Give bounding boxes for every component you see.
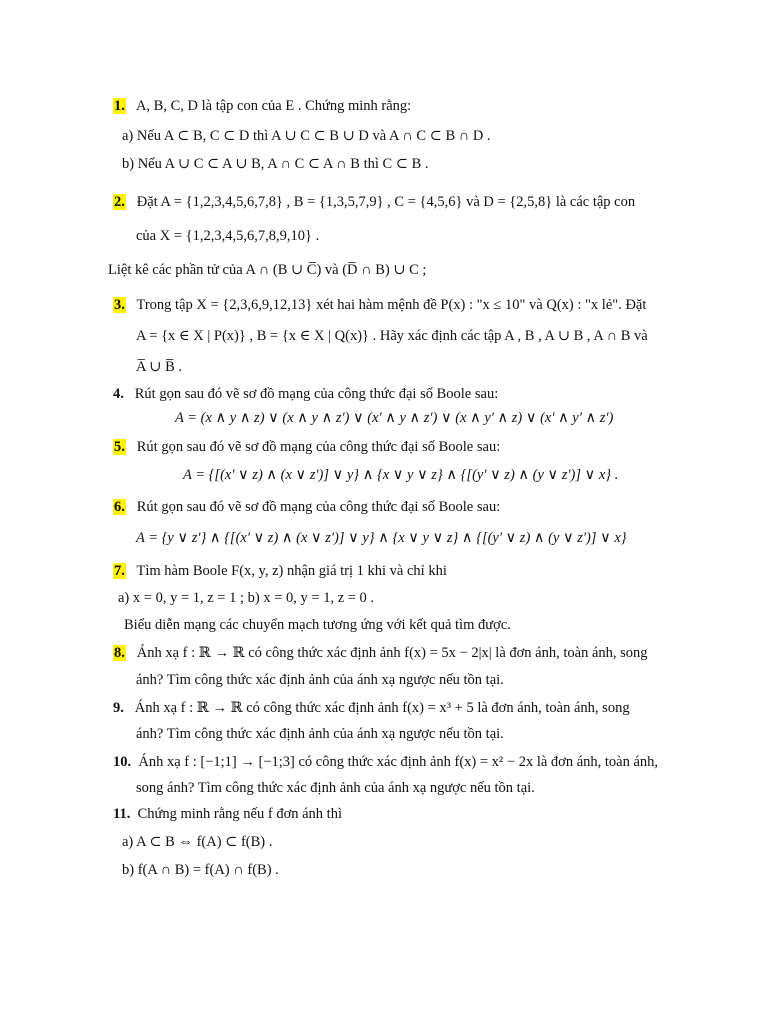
problem-text: Tìm hàm Boole F(x, y, z) nhận giá trị 1 khi và chỉ khi — [136, 563, 447, 579]
problem-text: Rút gọn sau đó vẽ sơ đồ mạng của công thức đại số Boole sau: — [136, 439, 501, 455]
problem-11 — [113, 804, 342, 824]
problem-number: 5. — [114, 439, 125, 455]
problem-10-line2: song ánh? Tìm công thức xác định ảnh của ánh xạ ngược nếu tồn tại. — [136, 780, 535, 796]
problem-number: 11. — [113, 806, 131, 822]
problem-5 — [113, 437, 500, 457]
problem-text: Đặt A = {1,2,3,4,5,6,7,8} , B = {1,3,5,7,9} , C = {4,5,6} và D = {2,5,8} là các tập con — [136, 194, 636, 210]
problem-text: A, B, C, D là tập con của E . Chứng minh rằng: — [135, 98, 412, 114]
problem-7 — [113, 561, 447, 581]
problem-2 — [113, 192, 635, 212]
problem-1b: b) Nếu A ∪ C ⊂ A ∪ B, A ∩ C ⊂ A ∩ B thì C ⊂ B . — [122, 156, 429, 172]
problem-6 — [113, 497, 500, 517]
problem-text: Chứng minh rằng nếu f đơn ánh thì — [137, 806, 342, 822]
problem-text: Ánh xạ f : ℝ → ℝ có công thức xác định ảnh f(x) = 5x − 2|x| là đơn ánh, toàn ánh, song — [136, 645, 648, 661]
problem-11b: b) f(A ∩ B) = f(A) ∩ f(B) . — [122, 862, 279, 878]
problem-number: 7. — [114, 563, 125, 579]
problem-7-ab: a) x = 0, y = 1, z = 1 ; b) x = 0, y = 1, z = 0 . — [118, 590, 375, 606]
problem-number: 3. — [114, 297, 125, 313]
problem-number: 1. — [114, 98, 125, 114]
problem-6-formula: A = {y ∨ z'} ∧ {[(x' ∨ z) ∧ (x ∨ z')] ∨ y} ∧ {x ∨ y ∨ z} ∧ {[(y' ∨ z) ∧ (y ∨ z')] ∨ x} — [136, 530, 627, 546]
problem-number: 2. — [114, 194, 125, 210]
problem-2-line2: của X = {1,2,3,4,5,6,7,8,9,10} . — [136, 228, 320, 244]
problem-8 — [113, 643, 648, 663]
problem-text: Trong tập X = {2,3,6,9,12,13} xét hai hàm mệnh đề P(x) : "x ≤ 10" và Q(x) : "x lẻ". Đặt — [136, 297, 647, 313]
problem-number: 6. — [114, 499, 125, 515]
problem-text: Ánh xạ f : ℝ → ℝ có công thức xác định ảnh f(x) = x³ + 5 là đơn ánh, toàn ánh, song — [134, 700, 630, 716]
problem-number: 10. — [113, 754, 132, 770]
problem-text: Rút gọn sau đó vẽ sơ đồ mạng của công thức đại số Boole sau: — [136, 499, 501, 515]
problem-7-rep: Biểu diễn mạng các chuyển mạch tương ứng với kết quả tìm được. — [124, 617, 511, 633]
problem-11a: a) A ⊂ B ⇔ f(A) ⊂ f(B) . — [122, 834, 273, 850]
problem-number: 9. — [113, 700, 124, 716]
problem-3-line2: A = {x ∈ X | P(x)} , B = {x ∈ X | Q(x)} . Hãy xác định các tập A , B , A ∪ B , A ∩ B và — [136, 328, 648, 344]
problem-2-list: Liệt kê các phần tử của A ∩ (B ∪ C̅) và (D̅ ∩ B) ∪ C ; — [108, 262, 427, 278]
problem-text: Rút gọn sau đó vẽ sơ đồ mạng của công thức đại số Boole sau: — [134, 386, 499, 402]
problem-3-line3: A̅ ∪ B̅ . — [136, 359, 182, 375]
problem-5-formula: A = {[(x' ∨ z) ∧ (x ∨ z')] ∨ y} ∧ {x ∨ y ∨ z} ∧ {[(y' ∨ z) ∧ (y ∨ z')] ∨ x} . — [183, 467, 619, 483]
problem-4 — [113, 384, 498, 404]
problem-1 — [113, 96, 411, 116]
problem-4-formula: A = (x ∧ y ∧ z) ∨ (x ∧ y ∧ z') ∨ (x' ∧ y ∧ z') ∨ (x ∧ y' ∧ z) ∨ (x' ∧ y' ∧ z') — [175, 410, 614, 426]
problem-10 — [113, 752, 658, 772]
problem-number: 4. — [113, 386, 124, 402]
problem-1a: a) Nếu A ⊂ B, C ⊂ D thì A ∪ C ⊂ B ∪ D và A ∩ C ⊂ B ∩ D . — [122, 128, 491, 144]
problem-number: 8. — [114, 645, 125, 661]
problem-8-line2: ánh? Tìm công thức xác định ảnh của ánh xạ ngược nếu tồn tại. — [136, 672, 504, 688]
problem-3 — [113, 295, 646, 315]
problem-9-line2: ánh? Tìm công thức xác định ảnh của ánh xạ ngược nếu tồn tại. — [136, 726, 504, 742]
problem-9 — [113, 698, 630, 718]
problem-text: Ánh xạ f : [−1;1] → [−1;3] có công thức xác định ảnh f(x) = x² − 2x là đơn ánh, toàn ánh, — [138, 754, 659, 770]
